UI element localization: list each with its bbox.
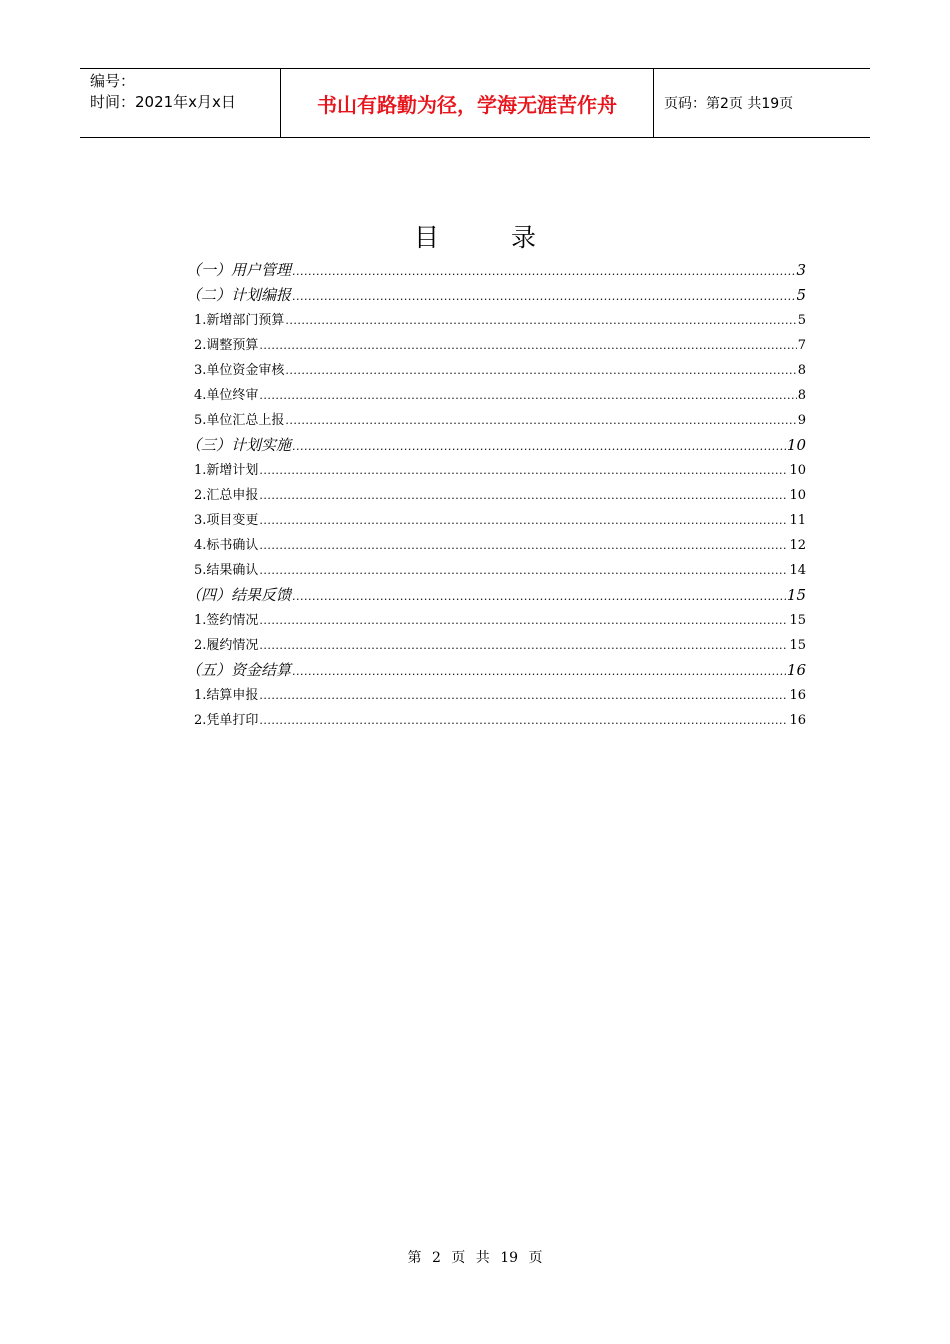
toc-entry[interactable] — [186, 558, 806, 583]
header-motto-cell — [281, 69, 654, 137]
toc-leader-dots — [259, 558, 788, 583]
toc-entry-title: 1.签约情况 — [194, 613, 259, 628]
toc-leader-dots — [259, 633, 788, 658]
toc-entry-title: 1.结算申报 — [194, 688, 259, 703]
toc-entry[interactable] — [186, 633, 806, 658]
toc-entry[interactable] — [186, 383, 806, 408]
toc-leader-dots — [285, 308, 796, 333]
toc-leader-dots — [259, 483, 788, 508]
toc-entry[interactable] — [186, 333, 806, 358]
toc-entry-title: （一）用户管理 — [186, 261, 292, 279]
toc-leader-dots — [292, 284, 795, 309]
toc-entry-title: （三）计划实施 — [186, 436, 292, 454]
toc-entry-page: 11 — [789, 513, 806, 528]
toc-entry[interactable] — [186, 708, 806, 733]
document-time-label: 时间：2021年x月x日 — [90, 93, 236, 111]
toc-entry-title: （四）结果反馈 — [186, 586, 292, 604]
toc-entry-title: 3.单位资金审核 — [194, 363, 285, 378]
toc-entry-title: 3.项目变更 — [194, 513, 259, 528]
toc-entry-page: 8 — [797, 363, 806, 378]
table-of-contents — [186, 258, 806, 733]
toc-entry[interactable] — [186, 658, 806, 683]
toc-entry[interactable] — [186, 283, 806, 308]
toc-entry-title: 5.单位汇总上报 — [194, 413, 285, 428]
toc-entry[interactable] — [186, 583, 806, 608]
toc-leader-dots — [292, 584, 786, 609]
toc-entry-title: （五）资金结算 — [186, 661, 292, 679]
toc-entry-page: 8 — [797, 388, 806, 403]
toc-entry[interactable] — [186, 258, 806, 283]
header-meta-cell — [80, 69, 281, 137]
toc-entry[interactable] — [186, 358, 806, 383]
toc-entry-title: 2.凭单打印 — [194, 713, 259, 728]
toc-entry-page: 16 — [789, 713, 806, 728]
toc-entry[interactable] — [186, 608, 806, 633]
page-footer: 第 2 页 共 19 页 — [407, 1250, 543, 1266]
toc-entry-title: 1.新增计划 — [194, 463, 259, 478]
toc-entry-page: 5 — [797, 313, 806, 328]
toc-entry-page: 3 — [796, 261, 806, 279]
toc-entry[interactable] — [186, 308, 806, 333]
toc-entry-page: 10 — [789, 488, 806, 503]
toc-leader-dots — [259, 508, 788, 533]
toc-leader-dots — [259, 458, 788, 483]
toc-entry-page: 10 — [786, 436, 806, 454]
toc-entry-page: 16 — [786, 661, 806, 679]
toc-entry-title: 5.结果确认 — [194, 563, 259, 578]
toc-entry-page: 12 — [789, 538, 806, 553]
toc-entry[interactable] — [186, 533, 806, 558]
header-table — [80, 68, 870, 138]
toc-entry-title: 1.新增部门预算 — [194, 313, 285, 328]
toc-leader-dots — [259, 683, 788, 708]
toc-entry-page: 5 — [796, 286, 806, 304]
toc-entry-page: 7 — [797, 338, 806, 353]
toc-entry-page: 9 — [797, 413, 806, 428]
toc-entry-page: 15 — [789, 638, 806, 653]
toc-title: 目 录 — [414, 223, 568, 252]
toc-leader-dots — [285, 408, 796, 433]
toc-entry-title: 2.汇总申报 — [194, 488, 259, 503]
toc-entry-title: 4.单位终审 — [194, 388, 259, 403]
toc-entry-page: 15 — [789, 613, 806, 628]
toc-leader-dots — [259, 533, 788, 558]
header-page-info: 页码：第2页 共19页 — [664, 96, 794, 112]
toc-entry-title: 2.履约情况 — [194, 638, 259, 653]
toc-entry[interactable] — [186, 483, 806, 508]
toc-leader-dots — [292, 659, 786, 684]
toc-leader-dots — [285, 358, 796, 383]
header-motto: 书山有路勤为径，学海无涯苦作舟 — [317, 92, 617, 117]
document-number-label: 编号： — [90, 72, 136, 90]
toc-leader-dots — [292, 434, 786, 459]
toc-entry[interactable] — [186, 408, 806, 433]
toc-leader-dots — [259, 333, 796, 358]
toc-leader-dots — [259, 608, 788, 633]
toc-entry[interactable] — [186, 458, 806, 483]
toc-entry-page: 16 — [789, 688, 806, 703]
toc-entry[interactable] — [186, 508, 806, 533]
toc-entry-page: 15 — [786, 586, 806, 604]
toc-entry[interactable] — [186, 433, 806, 458]
toc-entry-title: （二）计划编报 — [186, 286, 292, 304]
toc-entry[interactable] — [186, 683, 806, 708]
toc-leader-dots — [292, 259, 795, 284]
toc-entry-title: 2.调整预算 — [194, 338, 259, 353]
header-page-cell — [654, 69, 870, 137]
toc-leader-dots — [259, 708, 788, 733]
toc-leader-dots — [259, 383, 796, 408]
toc-entry-title: 4.标书确认 — [194, 538, 259, 553]
toc-entry-page: 10 — [789, 463, 806, 478]
toc-entry-page: 14 — [789, 563, 806, 578]
